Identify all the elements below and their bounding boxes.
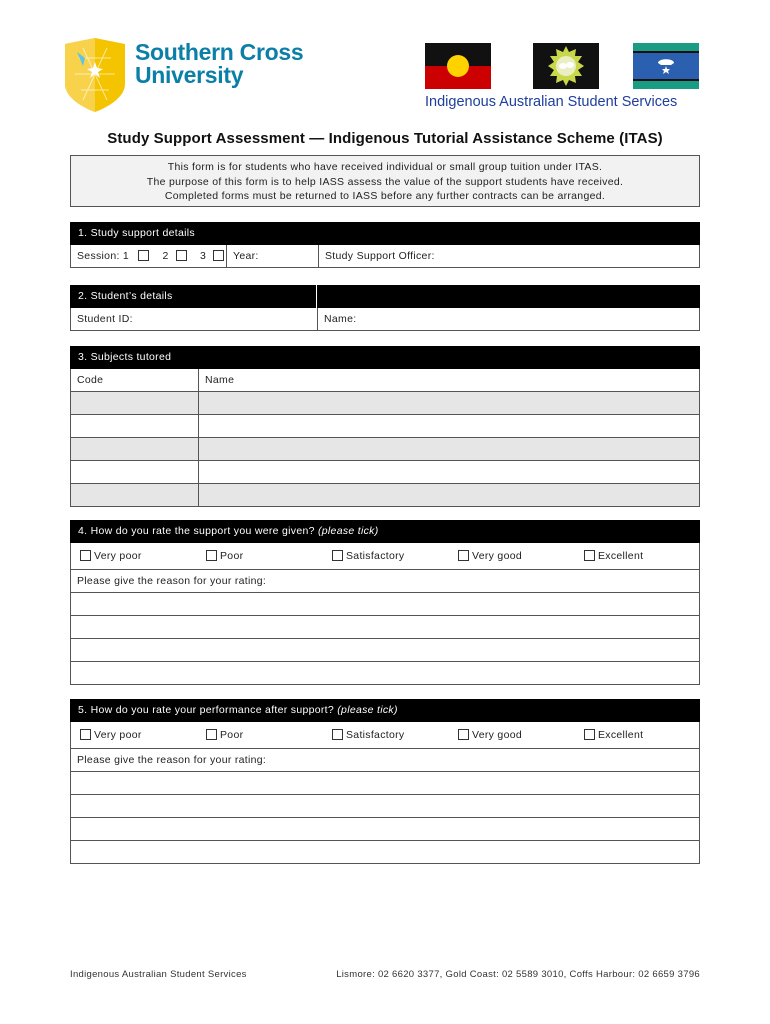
- option-label: Satisfactory: [346, 550, 405, 562]
- section2-header-divider: [316, 285, 317, 308]
- subject-name-field[interactable]: [199, 415, 699, 437]
- support-option-poor[interactable]: [206, 545, 243, 567]
- option-label: Very poor: [94, 729, 142, 741]
- session-2-label: 2: [162, 250, 169, 262]
- session-label: Session: 1: [77, 250, 130, 262]
- section-student-details: [70, 285, 700, 331]
- subject-code-field[interactable]: [71, 438, 199, 460]
- subject-code-field[interactable]: [71, 415, 199, 437]
- scu-name-line2: University: [135, 62, 244, 88]
- checkbox-icon[interactable]: [206, 729, 217, 740]
- support-option-excellent[interactable]: [584, 545, 643, 567]
- support-rating-options: [70, 543, 700, 570]
- student-name-label: Name:: [324, 313, 357, 325]
- option-label: Very poor: [94, 550, 142, 562]
- section3-header: 3. Subjects tutored: [70, 346, 700, 369]
- support-option-very-poor[interactable]: [80, 545, 142, 567]
- option-label: Very good: [472, 550, 522, 562]
- torres-strait-flag-icon: [633, 43, 699, 89]
- checkbox-icon[interactable]: [458, 729, 469, 740]
- section-performance-rating: [70, 699, 700, 864]
- intro-line-1: This form is for students who have received individual or small group tuition under ITAS.: [167, 161, 603, 173]
- section-support-rating: [70, 520, 700, 685]
- scu-name-line1: Southern Cross: [135, 39, 304, 65]
- performance-reason-line[interactable]: [70, 841, 700, 864]
- year-field[interactable]: [227, 245, 319, 267]
- checkbox-icon[interactable]: [80, 550, 91, 561]
- performance-option-very-good[interactable]: [458, 724, 522, 746]
- officer-field[interactable]: [319, 245, 699, 267]
- session-3-label: 3: [200, 250, 207, 262]
- student-id-field[interactable]: [71, 308, 318, 330]
- section-subjects-tutored: [70, 346, 700, 507]
- subject-name-field[interactable]: [199, 438, 699, 460]
- subject-row: [70, 392, 700, 415]
- subject-row: [70, 438, 700, 461]
- support-option-satisfactory[interactable]: [332, 545, 404, 567]
- session-3-checkbox[interactable]: [213, 250, 224, 261]
- year-label: Year:: [233, 250, 259, 262]
- section4-header-hint: (please tick): [317, 525, 379, 537]
- performance-option-satisfactory[interactable]: [332, 724, 404, 746]
- footer-contacts: Lismore: 02 6620 3377, Gold Coast: 02 5589 3010, Coffs Harbour: 02 6659 3796: [336, 969, 700, 980]
- subject-row: [70, 415, 700, 438]
- subject-code-field[interactable]: [71, 461, 199, 483]
- intro-line-3: Completed forms must be returned to IASS before any further contracts can be arranged.: [164, 190, 606, 202]
- checkbox-icon[interactable]: [206, 550, 217, 561]
- form-title: Study Support Assessment — Indigenous Tutorial Assistance Scheme (ITAS): [107, 130, 663, 147]
- section-study-support: [70, 222, 700, 268]
- intro-box: [70, 155, 700, 207]
- support-reason-line[interactable]: [70, 616, 700, 639]
- section5-header: [70, 699, 700, 722]
- option-label: Poor: [220, 550, 244, 562]
- performance-reason-line[interactable]: [70, 795, 700, 818]
- section1-header: 1. Study support details: [70, 222, 700, 245]
- iass-title: Indigenous Australian Student Services: [425, 94, 678, 110]
- performance-reason-label-row: [70, 749, 700, 772]
- section4-header: [70, 520, 700, 543]
- intro-line-2: The purpose of this form is to help IASS assess the value of the support students have received.: [146, 175, 624, 188]
- footer-org: Indigenous Australian Student Services: [70, 969, 247, 980]
- performance-option-excellent[interactable]: [584, 724, 643, 746]
- section2-header-label: 2. Student’s details: [78, 290, 173, 302]
- iass-emblem-icon: [533, 43, 599, 89]
- name-column-header: Name: [205, 374, 235, 386]
- support-reason-line[interactable]: [70, 639, 700, 662]
- option-label: Very good: [472, 729, 522, 741]
- support-reason-label-row: [70, 570, 700, 593]
- checkbox-icon[interactable]: [332, 550, 343, 561]
- checkbox-icon[interactable]: [80, 729, 91, 740]
- performance-reason-label: Please give the reason for your rating:: [77, 754, 267, 766]
- performance-reason-line[interactable]: [70, 772, 700, 795]
- checkbox-icon[interactable]: [584, 729, 595, 740]
- session-2-checkbox[interactable]: [176, 250, 187, 261]
- scu-shield-icon: [63, 38, 127, 112]
- section5-header-hint: (please tick): [337, 704, 398, 716]
- option-label: Satisfactory: [346, 729, 405, 741]
- student-id-label: Student ID:: [77, 313, 133, 325]
- performance-reason-line[interactable]: [70, 818, 700, 841]
- section1-row: [70, 245, 700, 268]
- code-column-header: Code: [71, 369, 199, 391]
- officer-label: Study Support Officer:: [325, 250, 435, 262]
- subject-name-field[interactable]: [199, 484, 699, 506]
- support-reason-label: Please give the reason for your rating:: [77, 575, 267, 587]
- subject-code-field[interactable]: [71, 392, 199, 414]
- subject-name-field[interactable]: [199, 392, 699, 414]
- subject-code-field[interactable]: [71, 484, 199, 506]
- performance-option-poor[interactable]: [206, 724, 243, 746]
- performance-rating-options: [70, 722, 700, 749]
- session-cell: [71, 245, 227, 267]
- subjects-header-row: [70, 369, 700, 392]
- section2-row: [70, 308, 700, 331]
- option-label: Excellent: [598, 729, 644, 741]
- subject-row: [70, 461, 700, 484]
- aboriginal-flag-icon: [425, 43, 491, 89]
- subject-name-field[interactable]: [199, 461, 699, 483]
- section2-header: [70, 285, 700, 308]
- scu-logo: [63, 38, 313, 112]
- support-option-very-good[interactable]: [458, 545, 522, 567]
- checkbox-icon[interactable]: [584, 550, 595, 561]
- section4-header-label: 4. How do you rate the support you were given?: [78, 525, 315, 537]
- subject-row: [70, 484, 700, 507]
- support-reason-line[interactable]: [70, 662, 700, 685]
- session-1-checkbox[interactable]: [138, 250, 149, 261]
- section5-header-label: 5. How do you rate your performance after support?: [78, 704, 335, 716]
- option-label: Excellent: [598, 550, 644, 562]
- support-reason-line[interactable]: [70, 593, 700, 616]
- student-name-field[interactable]: [318, 308, 699, 330]
- checkbox-icon[interactable]: [332, 729, 343, 740]
- option-label: Poor: [220, 729, 244, 741]
- performance-option-very-poor[interactable]: [80, 724, 142, 746]
- checkbox-icon[interactable]: [458, 550, 469, 561]
